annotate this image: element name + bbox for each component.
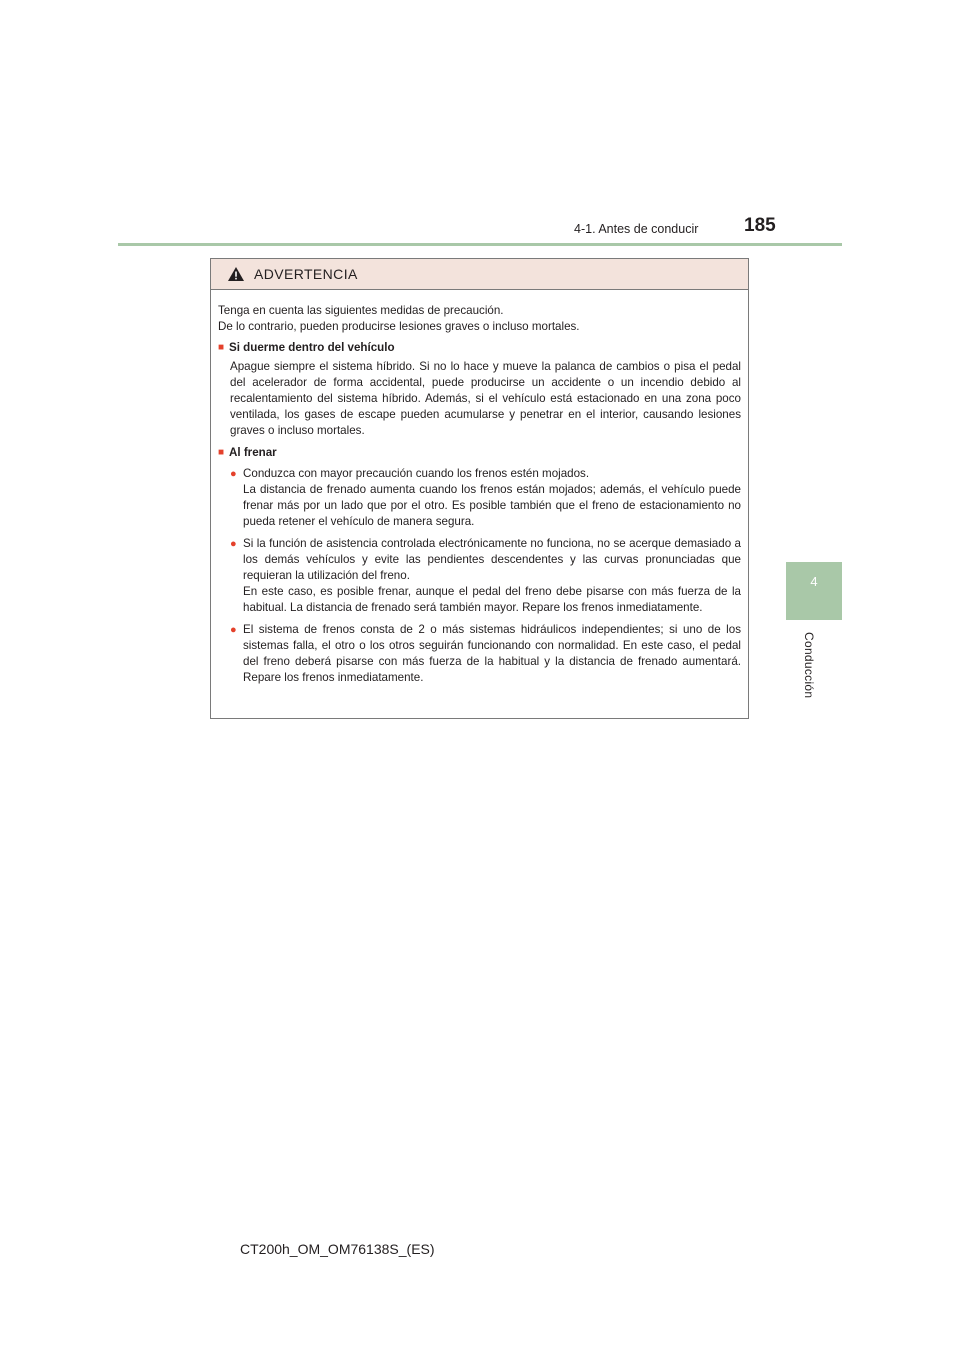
warning-header: [211, 259, 748, 290]
warning-title: ADVERTENCIA: [254, 266, 358, 282]
list-item: [230, 466, 741, 531]
warning-box: [210, 258, 749, 719]
header-divider: [118, 243, 842, 246]
circle-bullet-icon: ●: [230, 467, 237, 480]
list-item-text: En este caso, es posible frenar, aunque el pedal del freno debe pisarse con más fuerza de la habitual. La distancia de frenado será también mayor. Repare los frenos inmediatamente.: [243, 585, 741, 615]
section-heading: [218, 340, 741, 356]
circle-bullet-icon: ●: [230, 623, 237, 636]
warning-triangle-icon: [227, 266, 245, 282]
page-number: 185: [744, 215, 776, 236]
list-item: [230, 622, 741, 687]
square-bullet-icon: ■: [218, 446, 225, 458]
section-title: 4-1. Antes de conducir: [574, 222, 699, 236]
list-item-text: Si la función de asistencia controlada electrónicamente no funciona, no se acerque demasiado a los demás vehículos y evite las pendientes descendentes y las curvas pronunciadas que requieran la utilización del freno.: [243, 536, 741, 583]
section-heading: [218, 445, 741, 461]
section-paragraph: Apague siempre el sistema híbrido. Si no lo hace y mueve la palanca de cambios o pisa el pedal del acelerador de forma accidental, puede producirse un accidente o un incendio debido al recalentamiento del sistema híbrido. Además, si el vehículo está estacionado en una zona poco ventilada, los gases de escape pueden acumularse y penetrar en el interior, causando lesiones graves o incluso mortales.: [230, 359, 741, 438]
section-heading-text: Si duerme dentro del vehículo: [229, 341, 395, 355]
list-item-text: Conduzca con mayor precaución cuando los frenos estén mojados.: [243, 466, 590, 480]
chapter-name: Conducción: [802, 632, 816, 699]
list-item-text: La distancia de frenado aumenta cuando los frenos están mojados; además, el vehículo puede frenar más por un lado que por el otro. Es posible también que el freno de estacionamiento no pueda retener el vehículo de manera segura.: [243, 483, 741, 529]
list-item-text: El sistema de frenos consta de 2 o más sistemas hidráulicos independientes; si uno de los sistemas falla, el otro o los otros seguirán funcionando con normalidad. En este caso, el pedal del freno deberá pisarse con más fuerza de la habitual y la distancia de frenado aumentará. Repare los frenos inmediatamente.: [243, 622, 741, 685]
chapter-tab[interactable]: [786, 562, 842, 620]
square-bullet-icon: ■: [218, 342, 225, 354]
section-heading-text: Al frenar: [229, 445, 277, 459]
intro-line: De lo contrario, pueden producirse lesiones graves o incluso mortales.: [218, 320, 580, 334]
circle-bullet-icon: ●: [230, 537, 237, 550]
warning-body: [211, 290, 748, 686]
document-code: CT200h_OM_OM76138S_(ES): [240, 1241, 435, 1257]
list-item: [230, 536, 741, 617]
intro-line: Tenga en cuenta las siguientes medidas de precaución.: [218, 304, 504, 317]
chapter-number: 4: [810, 574, 818, 589]
